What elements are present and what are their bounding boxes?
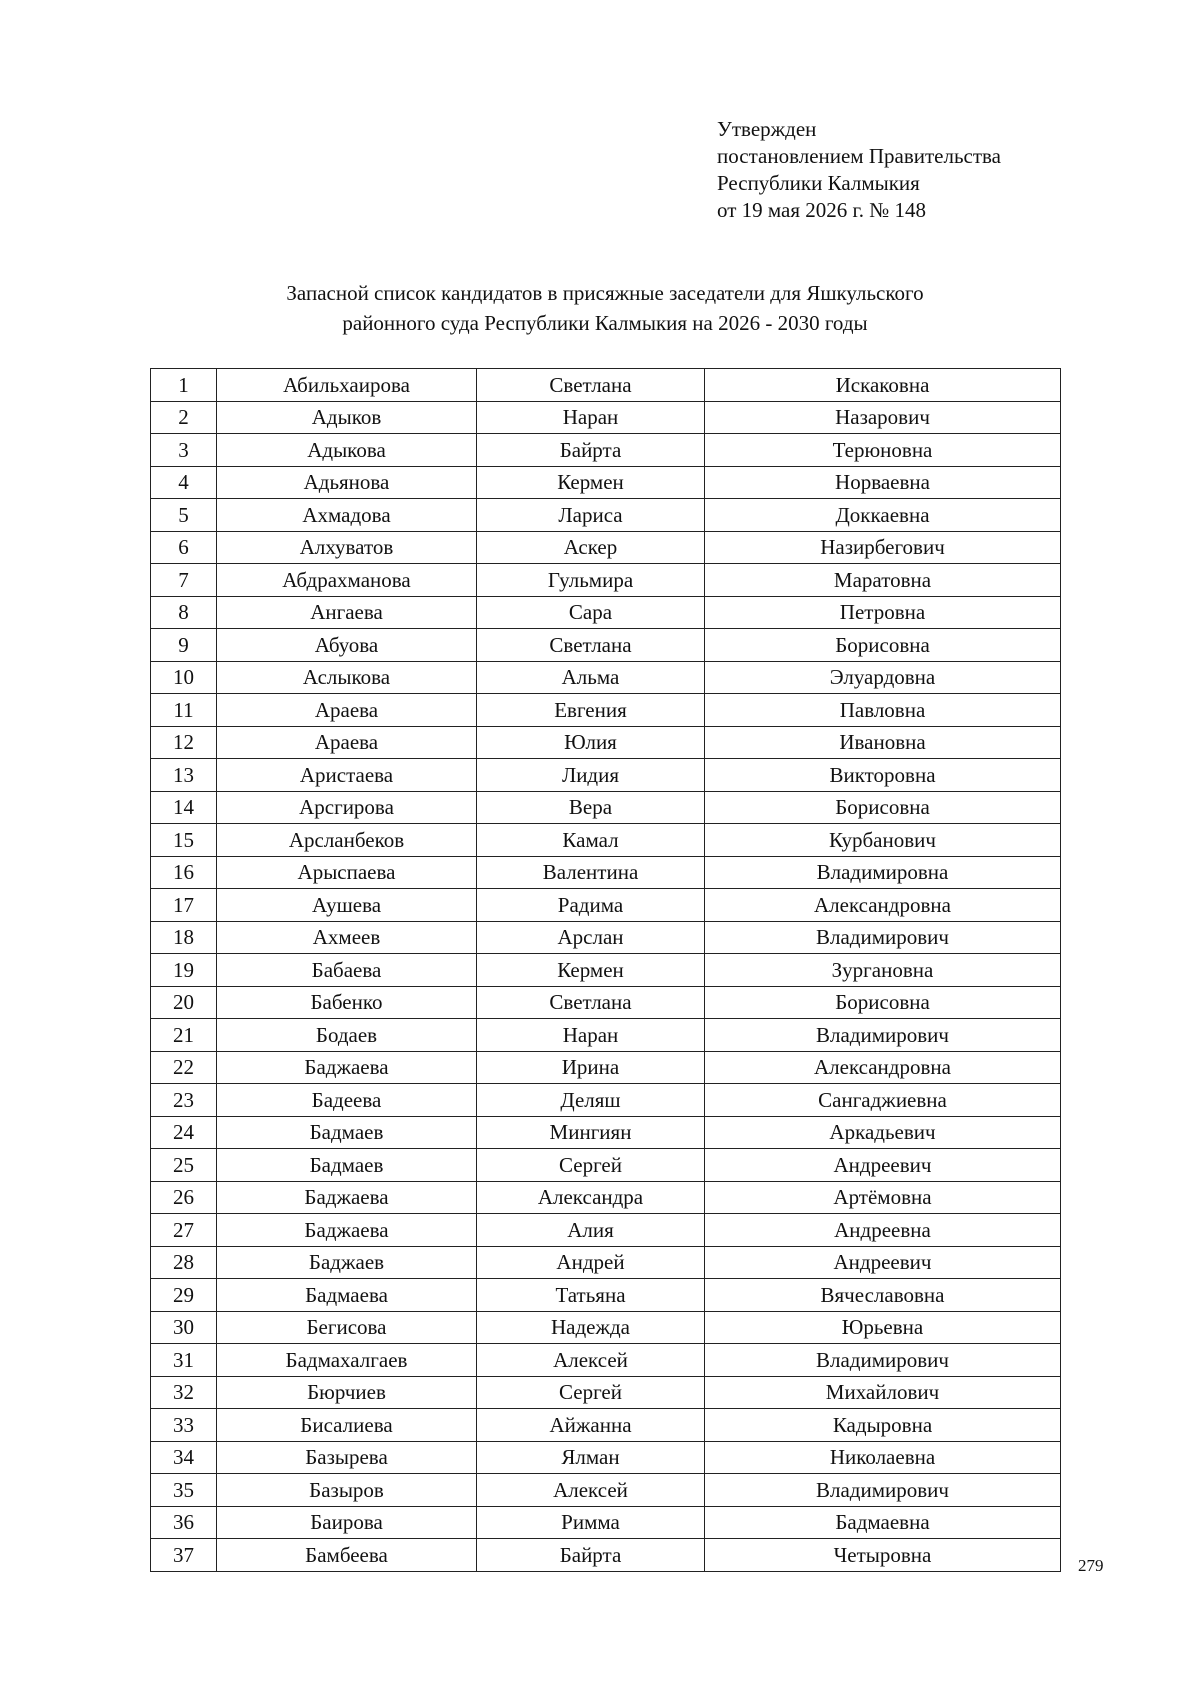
page-number: 279: [1078, 1556, 1104, 1575]
first-name-cell: Ирина: [477, 1051, 705, 1084]
row-number-cell: 8: [151, 596, 217, 629]
table-row: [151, 1246, 1061, 1279]
first-name-cell: Юлия: [477, 726, 705, 759]
row-number-cell: 7: [151, 564, 217, 597]
table-row: [151, 1279, 1061, 1312]
patronymic-cell: Аркадьевич: [705, 1116, 1061, 1149]
surname-cell: Аристаева: [217, 759, 477, 792]
row-number-cell: 34: [151, 1441, 217, 1474]
first-name-cell: Байрта: [477, 434, 705, 467]
first-name-cell: Татьяна: [477, 1279, 705, 1312]
row-number-cell: 9: [151, 629, 217, 662]
row-number-cell: 28: [151, 1246, 217, 1279]
surname-cell: Базырева: [217, 1441, 477, 1474]
approval-line-3: Республики Калмыкия: [717, 171, 920, 195]
surname-cell: Араева: [217, 726, 477, 759]
row-number-cell: 5: [151, 499, 217, 532]
approval-line-1: Утвержден: [717, 117, 817, 141]
patronymic-cell: Павловна: [705, 694, 1061, 727]
surname-cell: Ахмадова: [217, 499, 477, 532]
surname-cell: Аслыкова: [217, 661, 477, 694]
table-row: [151, 369, 1061, 402]
surname-cell: Баджаев: [217, 1246, 477, 1279]
surname-cell: Баирова: [217, 1506, 477, 1539]
patronymic-cell: Юрьевна: [705, 1311, 1061, 1344]
patronymic-cell: Борисовна: [705, 629, 1061, 662]
table-row: [151, 661, 1061, 694]
first-name-cell: Наран: [477, 1019, 705, 1052]
row-number-cell: 26: [151, 1181, 217, 1214]
surname-cell: Адыков: [217, 401, 477, 434]
patronymic-cell: Петровна: [705, 596, 1061, 629]
surname-cell: Абуова: [217, 629, 477, 662]
table-row: [151, 1539, 1061, 1572]
patronymic-cell: Четыровна: [705, 1539, 1061, 1572]
surname-cell: Баджаева: [217, 1051, 477, 1084]
first-name-cell: Алия: [477, 1214, 705, 1247]
approval-line-2: постановлением Правительства: [717, 144, 1002, 168]
table-row: [151, 1116, 1061, 1149]
title-line-2: районного суда Республики Калмыкия на 2026 - 2030 годы: [342, 311, 868, 335]
first-name-cell: Байрта: [477, 1539, 705, 1572]
surname-cell: Араева: [217, 694, 477, 727]
row-number-cell: 23: [151, 1084, 217, 1117]
row-number-cell: 22: [151, 1051, 217, 1084]
surname-cell: Аушева: [217, 889, 477, 922]
approval-block: [717, 116, 1001, 224]
first-name-cell: Кермен: [477, 466, 705, 499]
surname-cell: Бюрчиев: [217, 1376, 477, 1409]
row-number-cell: 31: [151, 1344, 217, 1377]
patronymic-cell: Назирбегович: [705, 531, 1061, 564]
patronymic-cell: Кадыровна: [705, 1409, 1061, 1442]
table-row: [151, 1051, 1061, 1084]
first-name-cell: Сергей: [477, 1149, 705, 1182]
row-number-cell: 17: [151, 889, 217, 922]
row-number-cell: 11: [151, 694, 217, 727]
first-name-cell: Евгения: [477, 694, 705, 727]
surname-cell: Бегисова: [217, 1311, 477, 1344]
patronymic-cell: Зургановна: [705, 954, 1061, 987]
row-number-cell: 24: [151, 1116, 217, 1149]
first-name-cell: Алексей: [477, 1344, 705, 1377]
first-name-cell: Сара: [477, 596, 705, 629]
patronymic-cell: Бадмаевна: [705, 1506, 1061, 1539]
row-number-cell: 29: [151, 1279, 217, 1312]
patronymic-cell: Назарович: [705, 401, 1061, 434]
table-row: [151, 564, 1061, 597]
row-number-cell: 27: [151, 1214, 217, 1247]
title-line-1: Запасной список кандидатов в присяжные заседатели для Яшкульского: [286, 281, 924, 305]
table-row: [151, 401, 1061, 434]
table-row: [151, 1441, 1061, 1474]
first-name-cell: Лариса: [477, 499, 705, 532]
table-row: [151, 954, 1061, 987]
row-number-cell: 4: [151, 466, 217, 499]
patronymic-cell: Андреевич: [705, 1149, 1061, 1182]
patronymic-cell: Владимирович: [705, 1344, 1061, 1377]
table-row: [151, 759, 1061, 792]
first-name-cell: Кермен: [477, 954, 705, 987]
first-name-cell: Альма: [477, 661, 705, 694]
table-row: [151, 1376, 1061, 1409]
surname-cell: Абдрахманова: [217, 564, 477, 597]
patronymic-cell: Доккаевна: [705, 499, 1061, 532]
first-name-cell: Алексей: [477, 1474, 705, 1507]
row-number-cell: 15: [151, 824, 217, 857]
table-row: [151, 1506, 1061, 1539]
table-row: [151, 856, 1061, 889]
surname-cell: Бадмахалгаев: [217, 1344, 477, 1377]
row-number-cell: 37: [151, 1539, 217, 1572]
surname-cell: Абильхаирова: [217, 369, 477, 402]
surname-cell: Алхуватов: [217, 531, 477, 564]
table-row: [151, 1084, 1061, 1117]
row-number-cell: 21: [151, 1019, 217, 1052]
patronymic-cell: Александровна: [705, 889, 1061, 922]
row-number-cell: 6: [151, 531, 217, 564]
table-row: [151, 531, 1061, 564]
table-row: [151, 1214, 1061, 1247]
surname-cell: Адыкова: [217, 434, 477, 467]
surname-cell: Арыспаева: [217, 856, 477, 889]
approval-line-4: от 19 мая 2026 г. № 148: [717, 198, 927, 222]
first-name-cell: Римма: [477, 1506, 705, 1539]
table-row: [151, 889, 1061, 922]
surname-cell: Ангаева: [217, 596, 477, 629]
row-number-cell: 16: [151, 856, 217, 889]
table-row: [151, 694, 1061, 727]
patronymic-cell: Борисовна: [705, 986, 1061, 1019]
table-row: [151, 1474, 1061, 1507]
table-row: [151, 1019, 1061, 1052]
row-number-cell: 30: [151, 1311, 217, 1344]
surname-cell: Арсланбеков: [217, 824, 477, 857]
patronymic-cell: Владимировна: [705, 856, 1061, 889]
row-number-cell: 1: [151, 369, 217, 402]
surname-cell: Бисалиева: [217, 1409, 477, 1442]
table-row: [151, 1181, 1061, 1214]
patronymic-cell: Вячеславовна: [705, 1279, 1061, 1312]
patronymic-cell: Маратовна: [705, 564, 1061, 597]
row-number-cell: 35: [151, 1474, 217, 1507]
first-name-cell: Светлана: [477, 369, 705, 402]
surname-cell: Бадмаев: [217, 1116, 477, 1149]
table-row: [151, 466, 1061, 499]
table-row: [151, 921, 1061, 954]
patronymic-cell: Викторовна: [705, 759, 1061, 792]
patronymic-cell: Михайлович: [705, 1376, 1061, 1409]
first-name-cell: Камал: [477, 824, 705, 857]
row-number-cell: 2: [151, 401, 217, 434]
first-name-cell: Ялман: [477, 1441, 705, 1474]
table-row: [151, 726, 1061, 759]
table-row: [151, 1149, 1061, 1182]
patronymic-cell: Артёмовна: [705, 1181, 1061, 1214]
candidates-table-body: [151, 369, 1061, 1572]
table-row: [151, 986, 1061, 1019]
row-number-cell: 19: [151, 954, 217, 987]
surname-cell: Бамбеева: [217, 1539, 477, 1572]
surname-cell: Бабаева: [217, 954, 477, 987]
row-number-cell: 14: [151, 791, 217, 824]
patronymic-cell: Курбанович: [705, 824, 1061, 857]
surname-cell: Базыров: [217, 1474, 477, 1507]
surname-cell: Бодаев: [217, 1019, 477, 1052]
patronymic-cell: Николаевна: [705, 1441, 1061, 1474]
table-row: [151, 596, 1061, 629]
first-name-cell: Светлана: [477, 986, 705, 1019]
table-row: [151, 824, 1061, 857]
surname-cell: Баджаева: [217, 1214, 477, 1247]
patronymic-cell: Андреевна: [705, 1214, 1061, 1247]
table-row: [151, 1344, 1061, 1377]
row-number-cell: 32: [151, 1376, 217, 1409]
row-number-cell: 18: [151, 921, 217, 954]
first-name-cell: Наран: [477, 401, 705, 434]
row-number-cell: 20: [151, 986, 217, 1019]
first-name-cell: Лидия: [477, 759, 705, 792]
table-row: [151, 791, 1061, 824]
patronymic-cell: Норваевна: [705, 466, 1061, 499]
patronymic-cell: Элуардовна: [705, 661, 1061, 694]
row-number-cell: 13: [151, 759, 217, 792]
first-name-cell: Сергей: [477, 1376, 705, 1409]
document-title: [150, 278, 1060, 338]
surname-cell: Баджаева: [217, 1181, 477, 1214]
surname-cell: Бадеева: [217, 1084, 477, 1117]
first-name-cell: Деляш: [477, 1084, 705, 1117]
first-name-cell: Андрей: [477, 1246, 705, 1279]
row-number-cell: 25: [151, 1149, 217, 1182]
first-name-cell: Александра: [477, 1181, 705, 1214]
row-number-cell: 12: [151, 726, 217, 759]
patronymic-cell: Сангаджиевна: [705, 1084, 1061, 1117]
first-name-cell: Надежда: [477, 1311, 705, 1344]
patronymic-cell: Владимирович: [705, 1019, 1061, 1052]
table-row: [151, 1311, 1061, 1344]
first-name-cell: Айжанна: [477, 1409, 705, 1442]
row-number-cell: 33: [151, 1409, 217, 1442]
first-name-cell: Мингиян: [477, 1116, 705, 1149]
first-name-cell: Вера: [477, 791, 705, 824]
row-number-cell: 3: [151, 434, 217, 467]
first-name-cell: Радима: [477, 889, 705, 922]
patronymic-cell: Искаковна: [705, 369, 1061, 402]
surname-cell: Бадмаева: [217, 1279, 477, 1312]
surname-cell: Адьянова: [217, 466, 477, 499]
patronymic-cell: Владимирович: [705, 921, 1061, 954]
candidates-table: [150, 368, 1061, 1572]
row-number-cell: 10: [151, 661, 217, 694]
first-name-cell: Арслан: [477, 921, 705, 954]
first-name-cell: Валентина: [477, 856, 705, 889]
surname-cell: Бабенко: [217, 986, 477, 1019]
table-row: [151, 434, 1061, 467]
patronymic-cell: Александровна: [705, 1051, 1061, 1084]
surname-cell: Арсгирова: [217, 791, 477, 824]
first-name-cell: Светлана: [477, 629, 705, 662]
row-number-cell: 36: [151, 1506, 217, 1539]
patronymic-cell: Терюновна: [705, 434, 1061, 467]
table-row: [151, 1409, 1061, 1442]
patronymic-cell: Владимирович: [705, 1474, 1061, 1507]
patronymic-cell: Андреевич: [705, 1246, 1061, 1279]
first-name-cell: Аскер: [477, 531, 705, 564]
patronymic-cell: Борисовна: [705, 791, 1061, 824]
patronymic-cell: Ивановна: [705, 726, 1061, 759]
surname-cell: Ахмеев: [217, 921, 477, 954]
table-row: [151, 629, 1061, 662]
first-name-cell: Гульмира: [477, 564, 705, 597]
surname-cell: Бадмаев: [217, 1149, 477, 1182]
table-row: [151, 499, 1061, 532]
